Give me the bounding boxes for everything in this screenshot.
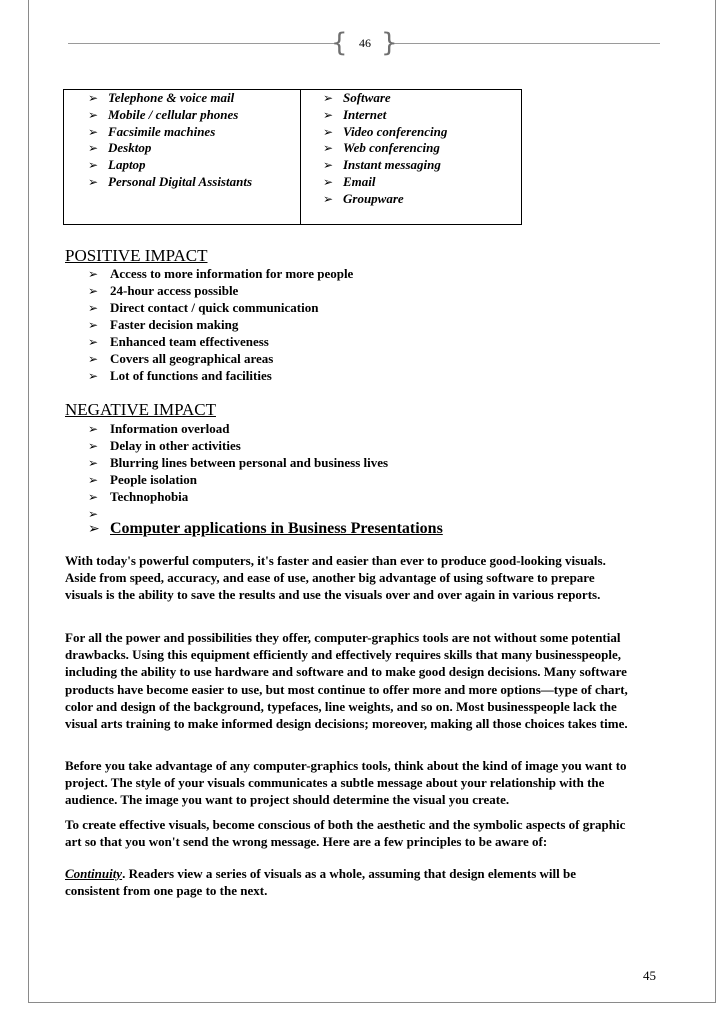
list-item: ➢ Information overload: [88, 421, 230, 436]
list-item: ➢ Facsimile machines: [88, 123, 216, 139]
list-item: ➢ Laptop: [88, 157, 146, 173]
devices-right-list: [323, 90, 447, 208]
arrow-bullet-icon: ➢: [323, 91, 334, 105]
header-right-brace-icon: }: [381, 28, 398, 58]
arrow-bullet-icon: ➢: [88, 284, 99, 298]
header-left-brace-icon: {: [331, 28, 348, 58]
arrow-bullet-icon: ➢: [323, 141, 334, 156]
list-item: ➢ Web conferencing: [323, 140, 440, 156]
arrow-bullet-icon: ➢: [88, 507, 99, 521]
devices-table-divider: [300, 89, 301, 225]
list-item: ➢ Instant messaging: [323, 157, 441, 173]
list-item: ➢ Delay in other activities: [88, 438, 241, 453]
list-item: ➢ Blurring lines between personal and business lives: [88, 455, 389, 470]
list-item: ➢ Access to more information for more people: [88, 266, 354, 281]
list-item: ➢ Lot of functions and facilities: [88, 368, 272, 383]
list-item: ➢ Video conferencing: [323, 123, 448, 139]
arrow-bullet-icon: ➢: [88, 521, 100, 537]
paragraph-principles: To create effective visuals, become conscious of both the aesthetic and the symbolic aspects of graphic art so that you won't send the wrong message. Here are a few principles to be aware of:: [65, 817, 626, 850]
list-item: ➢ Direct contact / quick communication: [88, 300, 319, 315]
arrow-bullet-icon: ➢: [88, 456, 99, 470]
list-item: ➢ Enhanced team effectiveness: [88, 334, 269, 349]
paragraph-drawbacks: For all the power and possibilities they offer, computer-graphics tools are not without some potential drawbacks. Using this equipment efficiently and effectively requires skills that many businesspeople, including the ability to use hardware and software and to make good design decisions. Many software products have become easier to use, but most continue to offer more and more options—type of chart, color and design of the background, typefaces, line weights, and so on. Most businesspeople lack the visual arts training to make informed design decisions; moreover, making all those choices takes time.: [65, 630, 628, 732]
footer-page-number: 45: [643, 968, 656, 983]
arrow-bullet-icon: ➢: [323, 191, 334, 206]
paragraph-intro: With today's powerful computers, it's faster and easier than ever to produce good-looking visuals. Aside from speed, accuracy, and ease of use, another big advantage of using software to prepare visuals is the ability to save the results and use the visuals over and over again in various reports.: [65, 553, 606, 603]
list-item: ➢ Personal Digital Assistants: [88, 173, 252, 189]
list-item: ➢ Email: [323, 173, 376, 189]
arrow-bullet-icon: ➢: [88, 369, 99, 383]
arrow-bullet-icon: ➢: [88, 473, 99, 487]
list-item: ➢ Mobile / cellular phones: [88, 106, 239, 122]
arrow-bullet-icon: ➢: [323, 124, 334, 139]
negative-impact-list: [88, 420, 388, 522]
list-item: ➢ People isolation: [88, 472, 198, 487]
paragraph-continuity: Continuity. Readers view a series of visuals as a whole, assuming that design elements will be consistent from one page to the next.: [65, 866, 576, 899]
positive-impact-title: POSITIVE IMPACT: [65, 246, 208, 265]
arrow-bullet-icon: ➢: [88, 158, 99, 173]
arrow-bullet-icon: ➢: [323, 174, 334, 189]
arrow-bullet-icon: ➢: [88, 439, 99, 453]
arrow-bullet-icon: ➢: [323, 107, 334, 122]
arrow-bullet-icon: ➢: [88, 141, 99, 156]
positive-impact-list: [88, 265, 353, 384]
list-item: ➢ Internet: [323, 106, 387, 122]
list-item: ➢ Covers all geographical areas: [88, 351, 274, 366]
paragraph-image: Before you take advantage of any computer-graphics tools, think about the kind of image you want to project. The style of your visuals communicates a subtle message about your relationship with the audience. The image you want to project should determine the visual you create.: [65, 758, 627, 808]
list-item: ➢ Technophobia: [88, 489, 189, 504]
list-item: ➢ Faster decision making: [88, 317, 239, 332]
arrow-bullet-icon: ➢: [88, 422, 99, 436]
list-item: ➢ Software: [323, 90, 391, 105]
list-item: ➢ 24-hour access possible: [88, 283, 239, 298]
arrow-bullet-icon: ➢: [88, 335, 99, 349]
arrow-bullet-icon: ➢: [88, 352, 99, 366]
arrow-bullet-icon: ➢: [88, 91, 99, 105]
arrow-bullet-icon: ➢: [88, 174, 99, 189]
arrow-bullet-icon: ➢: [88, 490, 99, 504]
header-rule-left: [68, 43, 336, 44]
list-item: ➢ Desktop: [88, 140, 152, 156]
list-item: ➢ Groupware: [323, 190, 404, 206]
arrow-bullet-icon: ➢: [88, 318, 99, 332]
arrow-bullet-icon: ➢: [88, 124, 99, 139]
arrow-bullet-icon: ➢: [88, 107, 99, 122]
devices-left-list: [88, 90, 252, 191]
negative-impact-title: NEGATIVE IMPACT: [65, 400, 216, 419]
continuity-term: Continuity: [65, 866, 123, 881]
header-page-number: 46: [359, 36, 371, 50]
arrow-bullet-icon: ➢: [88, 267, 99, 281]
header-rule-right: [392, 43, 660, 44]
list-item: ➢ Telephone & voice mail: [88, 90, 235, 105]
section-subheading: ➢ Computer applications in Business Presentations: [88, 520, 443, 537]
arrow-bullet-icon: ➢: [88, 301, 99, 315]
arrow-bullet-icon: ➢: [323, 158, 334, 173]
